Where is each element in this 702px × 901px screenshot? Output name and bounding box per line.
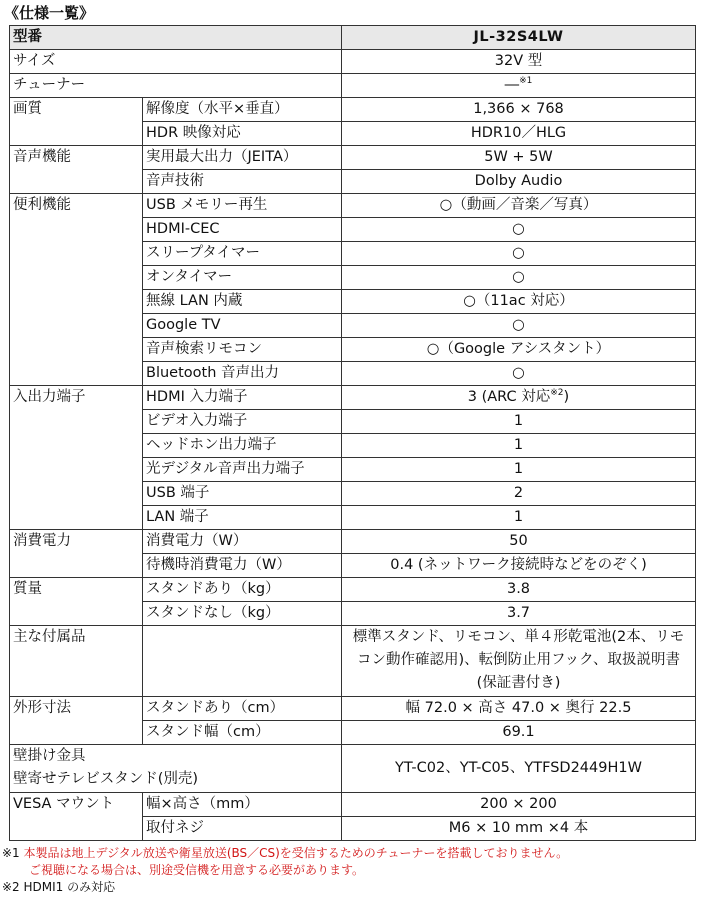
power-consumption-value: 50 <box>342 530 696 554</box>
table-row <box>10 194 696 218</box>
footnote-1-text: 本製品は地上デジタル放送や衛星放送(BS／CS)を受信するためのチューナーを搭載しておりません。 <box>23 846 569 860</box>
table-row <box>10 386 696 410</box>
feature-value: ○ <box>342 362 696 386</box>
tuner-label: チューナー <box>10 74 342 98</box>
feature-value: ○ <box>342 314 696 338</box>
audio-output-value: 5W + 5W <box>342 146 696 170</box>
accessories-value: 標準スタンド、リモコン、単４形乾電池(2本、リモコン動作確認用)、転倒防止用フック、取扱説明書(保証書付き) <box>342 626 696 697</box>
io-value: 1 <box>342 458 696 482</box>
feature-label: 音声検索リモコン <box>143 338 342 362</box>
mount-label-line2: 壁寄せテレビスタンド(別売) <box>13 771 199 787</box>
accessories-empty-cell <box>143 626 342 697</box>
feature-label: Bluetooth 音声出力 <box>143 362 342 386</box>
feature-label: オンタイマー <box>143 266 342 290</box>
category-picture: 画質 <box>10 98 143 146</box>
feature-value: ○（動画／音楽／写真） <box>342 194 696 218</box>
audio-output-label: 実用最大出力（JEITA） <box>143 146 342 170</box>
category-features: 便利機能 <box>10 194 143 386</box>
category-audio: 音声機能 <box>10 146 143 194</box>
model-value: JL-32S4LW <box>342 26 696 50</box>
feature-value: ○（11ac 対応） <box>342 290 696 314</box>
table-row-accessories <box>10 626 696 697</box>
vesa-screw-label: 取付ネジ <box>143 817 342 841</box>
feature-value: ○（Google アシスタント） <box>342 338 696 362</box>
tuner-note-mark: ※1 <box>519 76 533 87</box>
category-power: 消費電力 <box>10 530 143 578</box>
footnote-1-mark: ※1 <box>2 846 20 860</box>
category-vesa: VESA マウント <box>10 793 143 841</box>
hdmi-input-count: 3 (ARC 対応 <box>467 389 551 405</box>
feature-value: ○ <box>342 242 696 266</box>
table-row <box>10 530 696 554</box>
feature-label: USB メモリー再生 <box>143 194 342 218</box>
io-label: LAN 端子 <box>143 506 342 530</box>
page-title: 《仕様一覧》 <box>4 4 95 22</box>
feature-label: 無線 LAN 内蔵 <box>143 290 342 314</box>
table-row-size <box>10 50 696 74</box>
resolution-value: 1,366 × 768 <box>342 98 696 122</box>
resolution-label: 解像度（水平×垂直） <box>143 98 342 122</box>
footnote-2: ※2 HDMI1 のみ対応 <box>2 880 116 894</box>
mass-without-stand-label: スタンドなし（kg） <box>143 602 342 626</box>
hdr-value: HDR10／HLG <box>342 122 696 146</box>
standby-power-value: 0.4 (ネットワーク接続時などをのぞく) <box>342 554 696 578</box>
tuner-dash: ― <box>504 77 520 93</box>
footnote-1 <box>2 845 702 862</box>
table-row <box>10 578 696 602</box>
feature-value: ○ <box>342 218 696 242</box>
footnote-1-continued <box>2 862 702 879</box>
feature-label: Google TV <box>143 314 342 338</box>
spec-table <box>9 25 696 841</box>
table-row-mount <box>10 745 696 793</box>
audio-tech-value: Dolby Audio <box>342 170 696 194</box>
tuner-value <box>342 74 696 98</box>
io-label: USB 端子 <box>143 482 342 506</box>
io-label: ビデオ入力端子 <box>143 410 342 434</box>
feature-label: HDMI-CEC <box>143 218 342 242</box>
size-value: 32V 型 <box>342 50 696 74</box>
vesa-size-value: 200 × 200 <box>342 793 696 817</box>
size-label: サイズ <box>10 50 342 74</box>
table-row <box>10 697 696 721</box>
table-row-model <box>10 26 696 50</box>
category-mass: 質量 <box>10 578 143 626</box>
dimensions-with-stand-label: スタンドあり（cm） <box>143 697 342 721</box>
stand-width-value: 69.1 <box>342 721 696 745</box>
category-dimensions: 外形寸法 <box>10 697 143 745</box>
stand-width-label: スタンド幅（cm） <box>143 721 342 745</box>
io-value: 1 <box>342 506 696 530</box>
io-label: ヘッドホン出力端子 <box>143 434 342 458</box>
hdmi-input-value <box>342 386 696 410</box>
mount-value: YT-C02、YT-C05、YTFSD2449H1W <box>342 745 696 793</box>
io-value: 1 <box>342 410 696 434</box>
vesa-size-label: 幅×高さ（mm） <box>143 793 342 817</box>
mass-without-stand-value: 3.7 <box>342 602 696 626</box>
category-accessories: 主な付属品 <box>10 626 143 697</box>
io-value: 2 <box>342 482 696 506</box>
mount-label <box>10 745 342 793</box>
io-value: 1 <box>342 434 696 458</box>
standby-power-label: 待機時消費電力（W） <box>143 554 342 578</box>
table-row <box>10 98 696 122</box>
category-io: 入出力端子 <box>10 386 143 530</box>
mount-label-line1: 壁掛け金具 <box>13 748 86 764</box>
vesa-screw-value: M6 × 10 mm ×4 本 <box>342 817 696 841</box>
table-row <box>10 146 696 170</box>
footnote-1-text-2: ご視聴になる場合は、別途受信機を用意する必要があります。 <box>29 863 365 877</box>
feature-value: ○ <box>342 266 696 290</box>
footnotes <box>2 845 702 896</box>
hdmi-input-label: HDMI 入力端子 <box>143 386 342 410</box>
hdr-label: HDR 映像対応 <box>143 122 342 146</box>
hdmi-note-mark: ※2 <box>550 388 564 399</box>
power-consumption-label: 消費電力（W） <box>143 530 342 554</box>
table-row-tuner <box>10 74 696 98</box>
hdmi-input-close: ) <box>563 389 570 405</box>
mass-with-stand-value: 3.8 <box>342 578 696 602</box>
audio-tech-label: 音声技術 <box>143 170 342 194</box>
feature-label: スリープタイマー <box>143 242 342 266</box>
dimensions-with-stand-value: 幅 72.0 × 高さ 47.0 × 奥行 22.5 <box>342 697 696 721</box>
table-row <box>10 793 696 817</box>
model-label: 型番 <box>10 26 342 50</box>
mass-with-stand-label: スタンドあり（kg） <box>143 578 342 602</box>
io-label: 光デジタル音声出力端子 <box>143 458 342 482</box>
